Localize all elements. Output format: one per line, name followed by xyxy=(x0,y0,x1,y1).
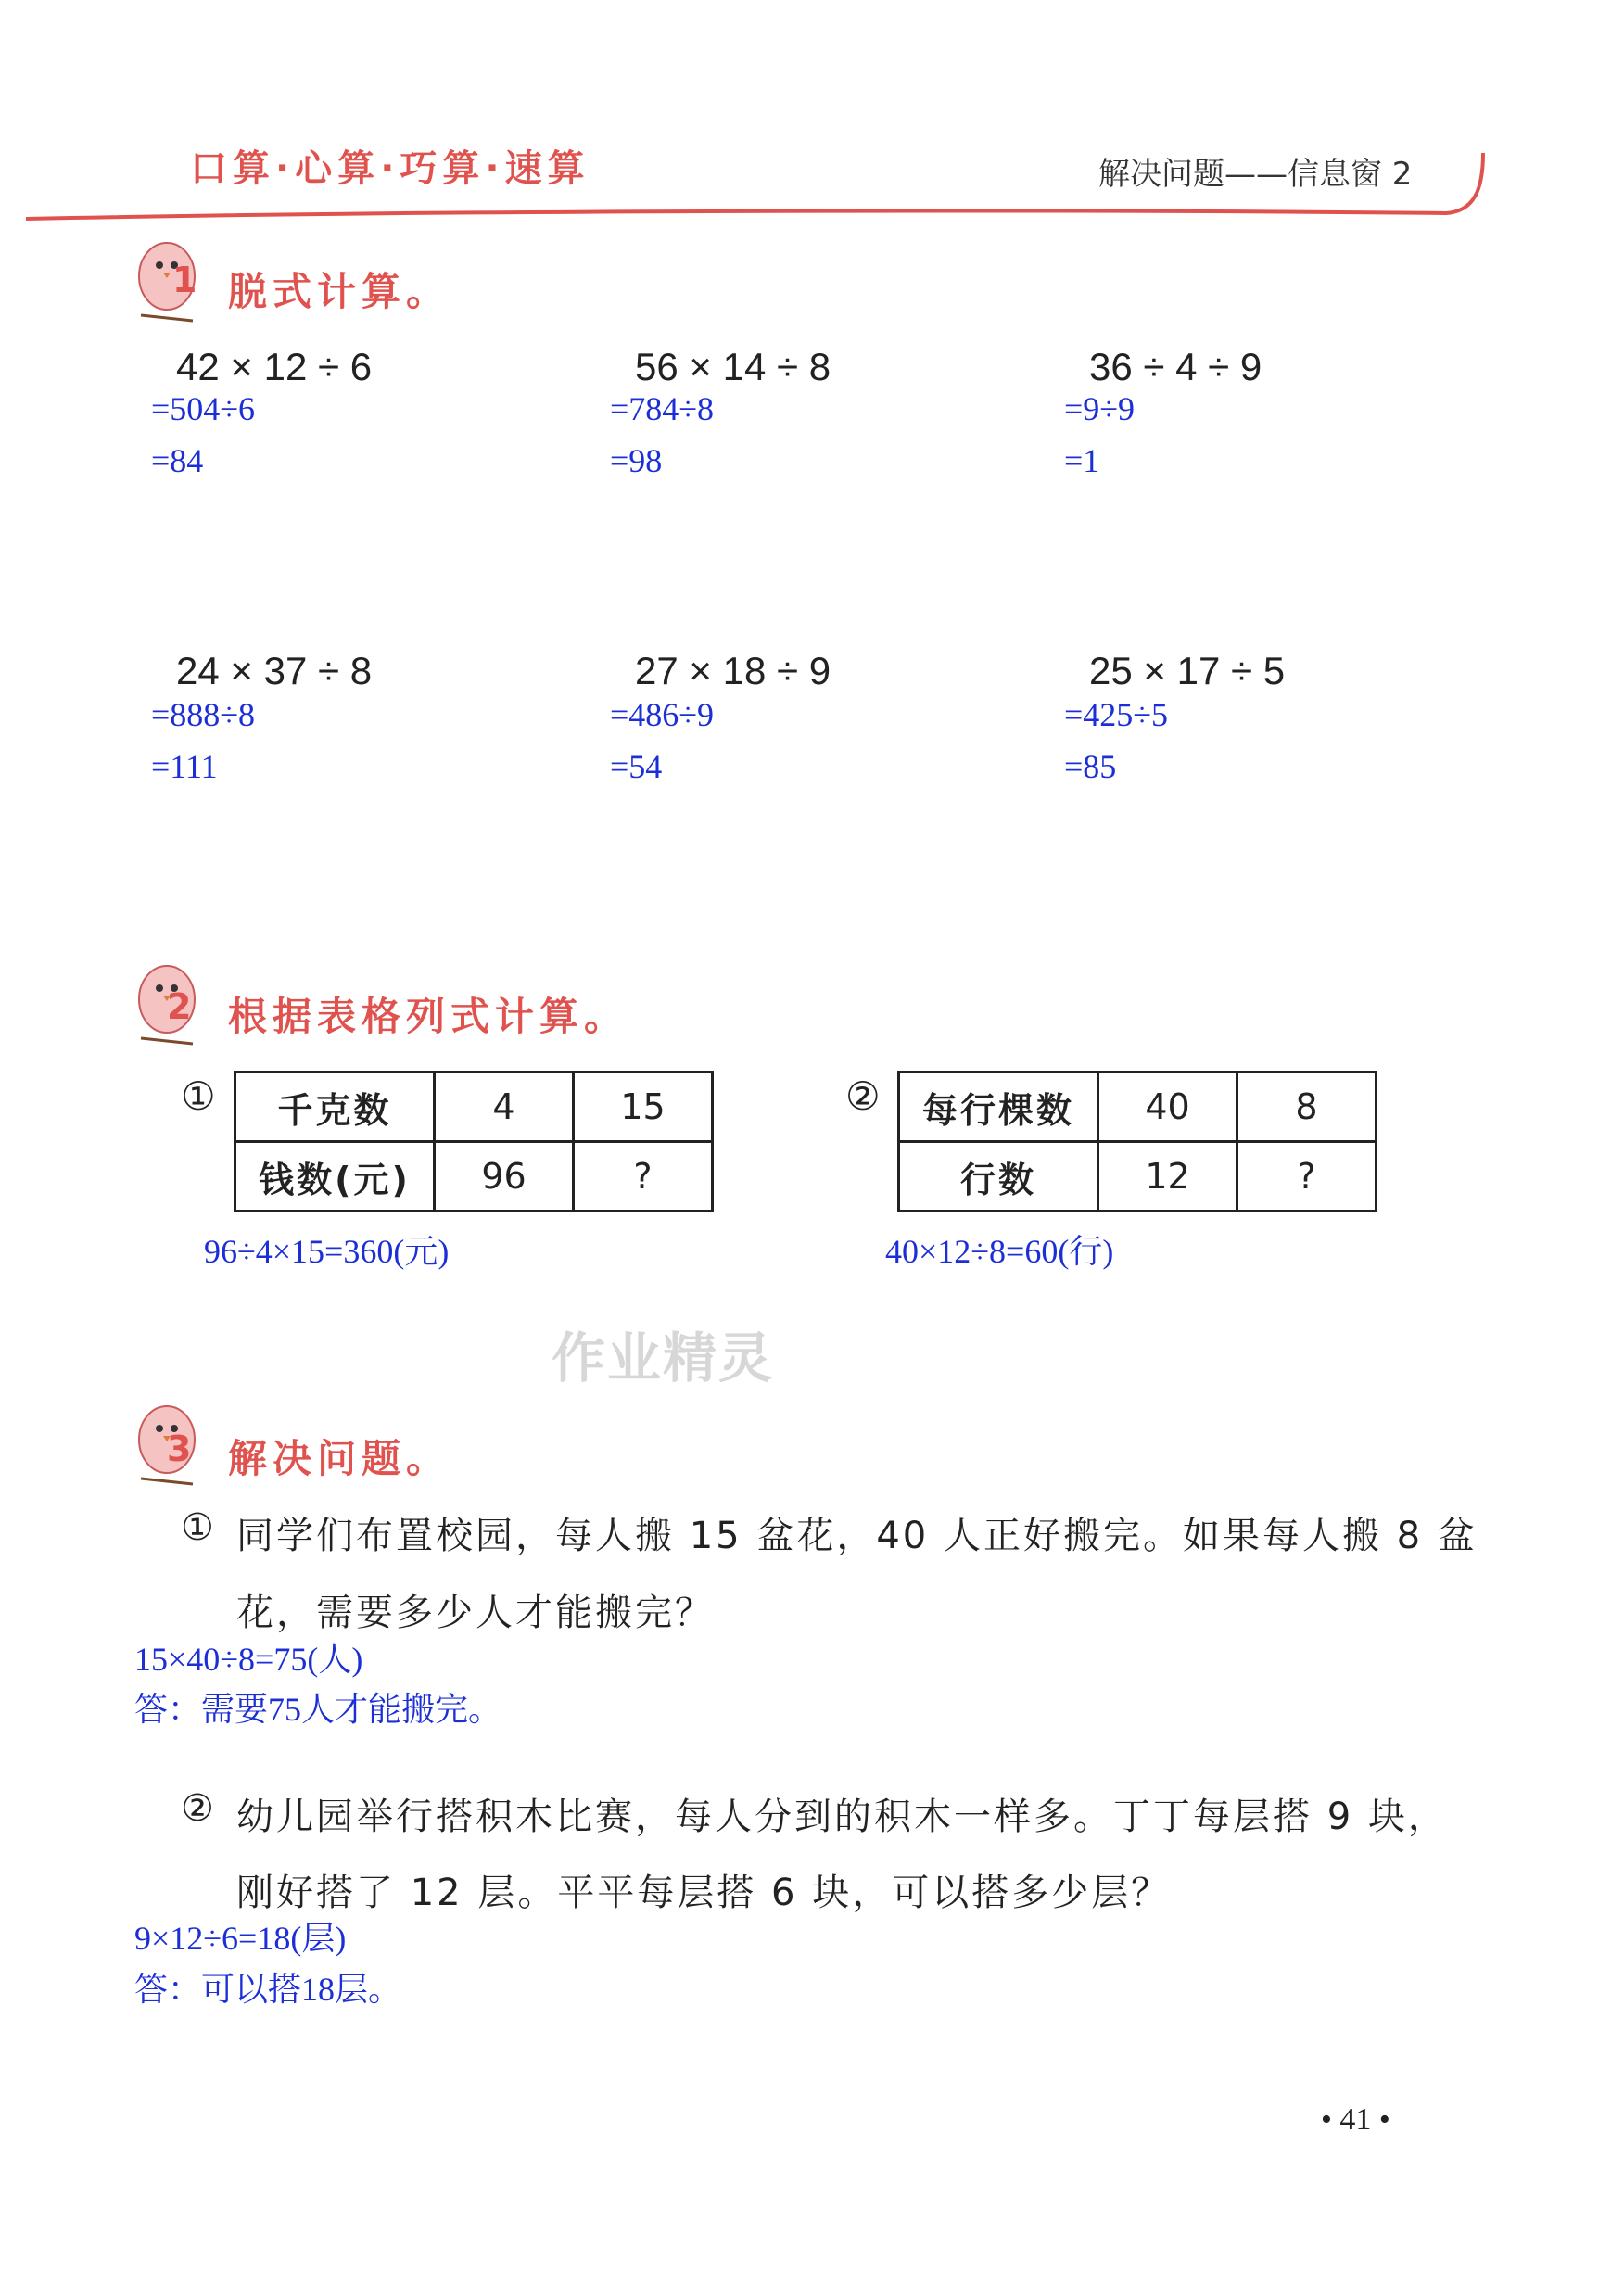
calc-result: =98 xyxy=(610,442,663,479)
table1-answer: 96÷4×15=360(元) xyxy=(204,1233,450,1270)
calc-step: =888÷8 xyxy=(151,696,256,733)
table-cell: ? xyxy=(574,1142,713,1212)
table-cell: 4 xyxy=(435,1073,574,1142)
section3-number: 3 xyxy=(167,1428,197,1469)
calc-step: =425÷5 xyxy=(1064,696,1169,733)
problem2-calc: 9×12÷6=18(层) xyxy=(134,1920,347,1957)
table-cell: 千克数 xyxy=(235,1073,435,1142)
problem2-label: ② xyxy=(181,1787,217,1830)
page-number: • 41 • xyxy=(1321,2102,1390,2137)
problem1-text-line1: 同学们布置校园，每人搬 15 盆花，40 人正好搬完。如果每人搬 8 盆 xyxy=(236,1515,1478,1557)
calc-expression: 24 × 37 ÷ 8 xyxy=(176,649,373,692)
table-cell: 每行棵数 xyxy=(899,1073,1098,1142)
calc-result: =85 xyxy=(1064,748,1117,785)
problem1-label: ① xyxy=(181,1506,217,1549)
problem1-answer: 答：需要75人才能搬完。 xyxy=(134,1691,502,1728)
table2-answer: 40×12÷8=60(行) xyxy=(885,1233,1114,1270)
watermark: 作业精灵 xyxy=(552,1326,775,1390)
calc-result: =111 xyxy=(151,748,218,785)
calc-step: =504÷6 xyxy=(151,390,256,427)
table-cell: 40 xyxy=(1098,1073,1237,1142)
calc-step: =9÷9 xyxy=(1064,390,1136,427)
section1-title: 脱式计算。 xyxy=(228,269,451,314)
problem2-text-line2: 刚好搭了 12 层。平平每层搭 6 块，可以搭多少层？ xyxy=(236,1872,1172,1914)
calc-result: =1 xyxy=(1064,442,1100,479)
calc-expression: 42 × 12 ÷ 6 xyxy=(176,345,373,388)
table1-label: ① xyxy=(181,1073,216,1119)
section2-title: 根据表格列式计算。 xyxy=(228,994,629,1039)
problem2-answer: 答：可以搭18层。 xyxy=(134,1971,402,2008)
table1 xyxy=(234,1071,714,1212)
section2-number: 2 xyxy=(167,986,197,1027)
header-left-title: 口算·心算·巧算·速算 xyxy=(190,147,590,190)
problem2-text-line1: 幼儿园举行搭积木比赛，每人分到的积木一样多。丁丁每层搭 9 块， xyxy=(236,1796,1448,1838)
calc-step: =784÷8 xyxy=(610,390,715,427)
calc-result: =84 xyxy=(151,442,204,479)
table-cell: 行数 xyxy=(899,1142,1098,1212)
calc-expression: 56 × 14 ÷ 8 xyxy=(635,345,831,388)
calc-expression: 27 × 18 ÷ 9 xyxy=(635,649,831,692)
calc-step: =486÷9 xyxy=(610,696,715,733)
table-cell: 15 xyxy=(574,1073,713,1142)
table-cell: ? xyxy=(1237,1142,1377,1212)
header-decoration xyxy=(0,0,1624,241)
problem1-text-line2: 花，需要多少人才能搬完？ xyxy=(236,1592,715,1634)
section1-number: 1 xyxy=(172,260,203,300)
table-cell: 钱数(元) xyxy=(235,1142,435,1212)
section1-heading xyxy=(128,232,451,337)
section3-title: 解决问题。 xyxy=(228,1436,451,1481)
section2-heading xyxy=(128,955,629,1060)
calc-expression: 25 × 17 ÷ 5 xyxy=(1089,649,1286,692)
problem1-calc: 15×40÷8=75(人) xyxy=(134,1641,363,1678)
table-cell: 12 xyxy=(1098,1142,1237,1212)
table-cell: 96 xyxy=(435,1142,574,1212)
table2 xyxy=(897,1071,1377,1212)
calc-result: =54 xyxy=(610,748,663,785)
table2-label: ② xyxy=(845,1073,881,1119)
table-cell: 8 xyxy=(1237,1073,1377,1142)
section3-heading xyxy=(128,1395,451,1501)
calc-expression: 36 ÷ 4 ÷ 9 xyxy=(1089,345,1262,388)
header-right-title: 解决问题——信息窗 2 xyxy=(1098,156,1413,193)
